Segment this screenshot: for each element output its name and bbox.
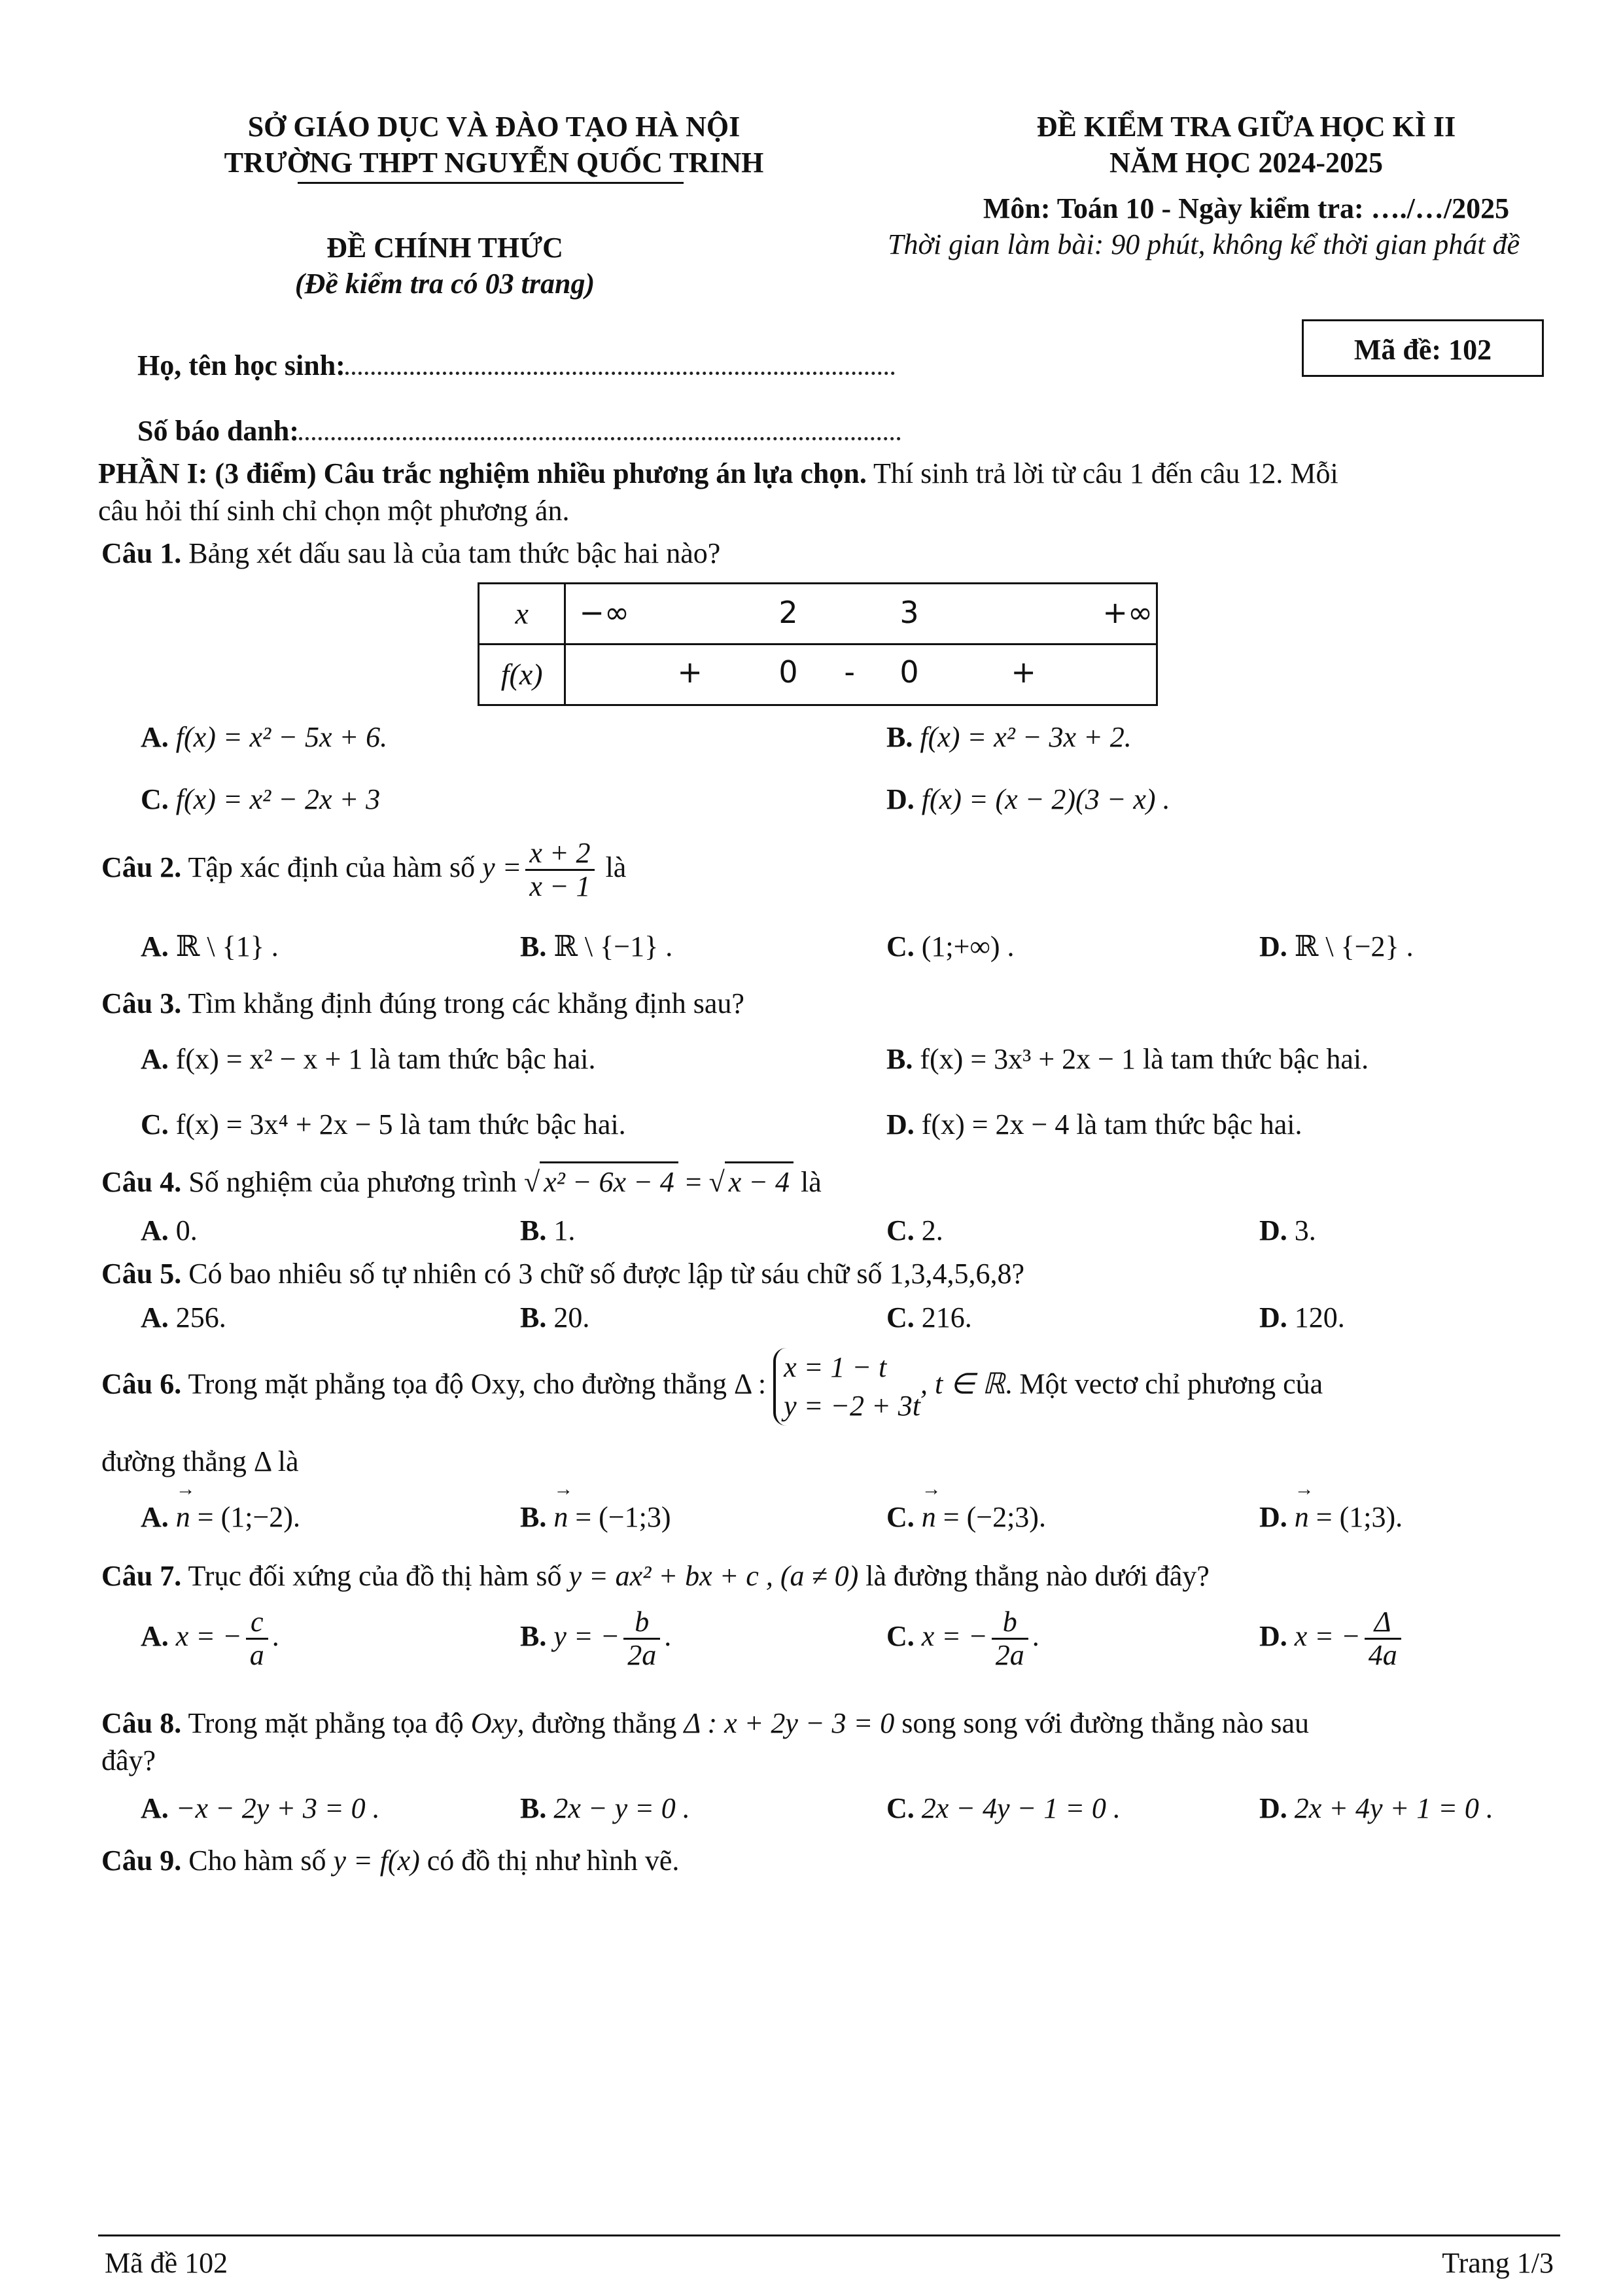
footer-exam-code: Mã đề 102 [105,2247,228,2279]
sign-plus-right: + [1011,654,1036,690]
question-8-line2: đây? [101,1744,156,1776]
q4-option-d[interactable]: D. 3. [1259,1214,1316,1246]
x-neg-infinity: −∞ [579,595,630,630]
q6-system: x = 1 − t y = −2 + 3t [773,1348,920,1426]
q5-option-b[interactable]: B. 20. [520,1301,590,1333]
official-label: ĐỀ CHÍNH THỨC [326,232,563,264]
sign-table-f-header: f(x) [479,645,565,705]
q6-option-b[interactable]: B. → n = (−1;3) [520,1498,671,1536]
q7-option-b[interactable]: B. y = − $\frac{b}{2a}$ . [520,1606,672,1672]
question-9: Câu 9. Cho hàm số y = f(x) có đồ thị như hình vẽ. [101,1845,680,1877]
question-5: Câu 5. Có bao nhiêu số tự nhiên có 3 chữ số được lập từ sáu chữ số 1,3,4,5,6,8? [101,1258,1025,1290]
sign-zero-3: 0 [899,654,919,690]
q2-fraction: $\frac{x + 2}{x - 1}$ [525,838,594,903]
sign-table [478,582,1158,706]
student-name-field[interactable] [137,347,895,384]
q2-option-d[interactable]: D. ℝ \ {−2} . [1259,930,1414,963]
q2-option-a[interactable]: A. ℝ \ {1} . [141,930,279,963]
student-id-label: Số báo danh: [137,415,300,447]
q2-option-b[interactable]: B. ℝ \ {−1} . [520,930,673,963]
q1-option-c[interactable]: C. f(x) = x² − 2x + 3 [141,783,381,815]
student-name-dots [345,352,895,375]
exam-title: ĐỀ KIỂM TRA GIỮA HỌC KÌ II [1036,111,1456,143]
question-8: Câu 8. Trong mặt phẳng tọa độ Oxy, đường thẳng Δ : x + 2y − 3 = 0 song song với đường thẳng nào sau [101,1707,1310,1739]
question-2: Câu 2. Tập xác định của hàm số y = $\frac{x + 2}{x - 1}$ là [101,837,627,903]
part1-title-line2: câu hỏi thí sinh chỉ chọn một phương án. [98,495,570,527]
department-name: SỞ GIÁO DỤC VÀ ĐÀO TẠO HÀ NỘI [247,111,741,143]
sign-table-x-values [565,584,1157,645]
student-id-dots [299,417,901,440]
q3-option-a[interactable]: A. f(x) = x² − x + 1 là tam thức bậc hai. [141,1043,596,1075]
x-pos-infinity: +∞ [1102,595,1153,630]
subject-date: Môn: Toán 10 - Ngày kiểm tra: …./…/2025 [983,192,1510,224]
q4-option-c[interactable]: C. 2. [886,1214,943,1246]
student-id-field[interactable] [137,412,901,450]
q7-option-d[interactable]: D. x = − $\frac{\Delta}{4a}$ [1259,1606,1405,1672]
question-7: Câu 7. Trục đối xứng của đồ thị hàm số y = ax² + bx + c , (a ≠ 0) là đường thẳng nào dưới đây? [101,1560,1210,1592]
question-3: Câu 3. Tìm khẳng định đúng trong các khẳng định sau? [101,987,744,1019]
school-name: TRƯỜNG THPT NGUYỄN QUỐC TRINH [224,147,764,179]
q1-option-a[interactable]: A. f(x) = x² − 5x + 6. [141,721,388,753]
sign-table-f-signs [565,645,1157,705]
exam-code-box: Mã đề: 102 [1302,319,1544,377]
part1-title: PHẦN I: (3 điểm) Câu trắc nghiệm nhiều phương án lựa chọn. Thí sinh trả lời từ câu 1 đến câu 12. Mỗi [98,457,1338,489]
question-4: Câu 4. Số nghiệm của phương trình √ x² − 6x − 4 = √ x − 4 là [101,1161,822,1201]
exam-duration: Thời gian làm bài: 90 phút, không kể thời gian phát đề [887,228,1520,260]
q5-option-d[interactable]: D. 120. [1259,1301,1345,1333]
footer-page-number: Trang 1/3 [1442,2247,1554,2279]
q3-option-c[interactable]: C. f(x) = 3x⁴ + 2x − 5 là tam thức bậc hai. [141,1108,626,1140]
q5-option-a[interactable]: A. 256. [141,1301,226,1333]
q7-option-a[interactable]: A. x = − $\frac{c}{a}$ . [141,1606,279,1672]
pages-note: (Đề kiểm tra có 03 trang) [294,268,595,300]
sign-plus-left: + [677,654,703,690]
school-year: NĂM HỌC 2024-2025 [1109,147,1383,179]
q4-option-b[interactable]: B. 1. [520,1214,576,1246]
q4-option-a[interactable]: A. 0. [141,1214,198,1246]
footer-divider [98,2234,1560,2236]
sign-table-x-header: x [479,584,565,645]
q8-option-d[interactable]: D. 2x + 4y + 1 = 0 . [1259,1792,1493,1824]
sign-minus: - [844,654,855,690]
q8-option-c[interactable]: C. 2x − 4y − 1 = 0 . [886,1792,1121,1824]
x-root-3: 3 [899,595,919,630]
q6-option-a[interactable]: A. → n = (1;−2). [141,1498,300,1536]
q3-option-b[interactable]: B. f(x) = 3x³ + 2x − 1 là tam thức bậc hai. [886,1043,1369,1075]
question-6-line2: đường thẳng Δ là [101,1445,299,1477]
q5-option-c[interactable]: C. 216. [886,1301,972,1333]
q8-option-a[interactable]: A. −x − 2y + 3 = 0 . [141,1792,380,1824]
q6-option-d[interactable]: D. → n = (1;3). [1259,1498,1403,1536]
q3-option-d[interactable]: D. f(x) = 2x − 4 là tam thức bậc hai. [886,1108,1302,1140]
question-6: Câu 6. Trong mặt phẳng tọa độ Oxy, cho đường thẳng Δ : x = 1 − t y = −2 + 3t, t ∈ ℝ. Một vectơ chỉ phương của [101,1348,1323,1426]
q1-option-d[interactable]: D. f(x) = (x − 2)(3 − x) . [886,783,1170,815]
q8-option-b[interactable]: B. 2x − y = 0 . [520,1792,690,1824]
student-name-label: Họ, tên học sinh: [137,349,345,381]
sign-zero-2: 0 [778,654,798,690]
q1-option-b[interactable]: B. f(x) = x² − 3x + 2. [886,721,1132,753]
q6-option-c[interactable]: C. → n = (−2;3). [886,1498,1046,1536]
x-root-2: 2 [778,595,798,630]
q7-option-c[interactable]: C. x = − $\frac{b}{2a}$ . [886,1606,1039,1672]
school-underline [298,182,684,184]
q2-option-c[interactable]: C. (1;+∞) . [886,930,1015,963]
question-1: Câu 1. Bảng xét dấu sau là của tam thức bậc hai nào? [101,537,721,569]
